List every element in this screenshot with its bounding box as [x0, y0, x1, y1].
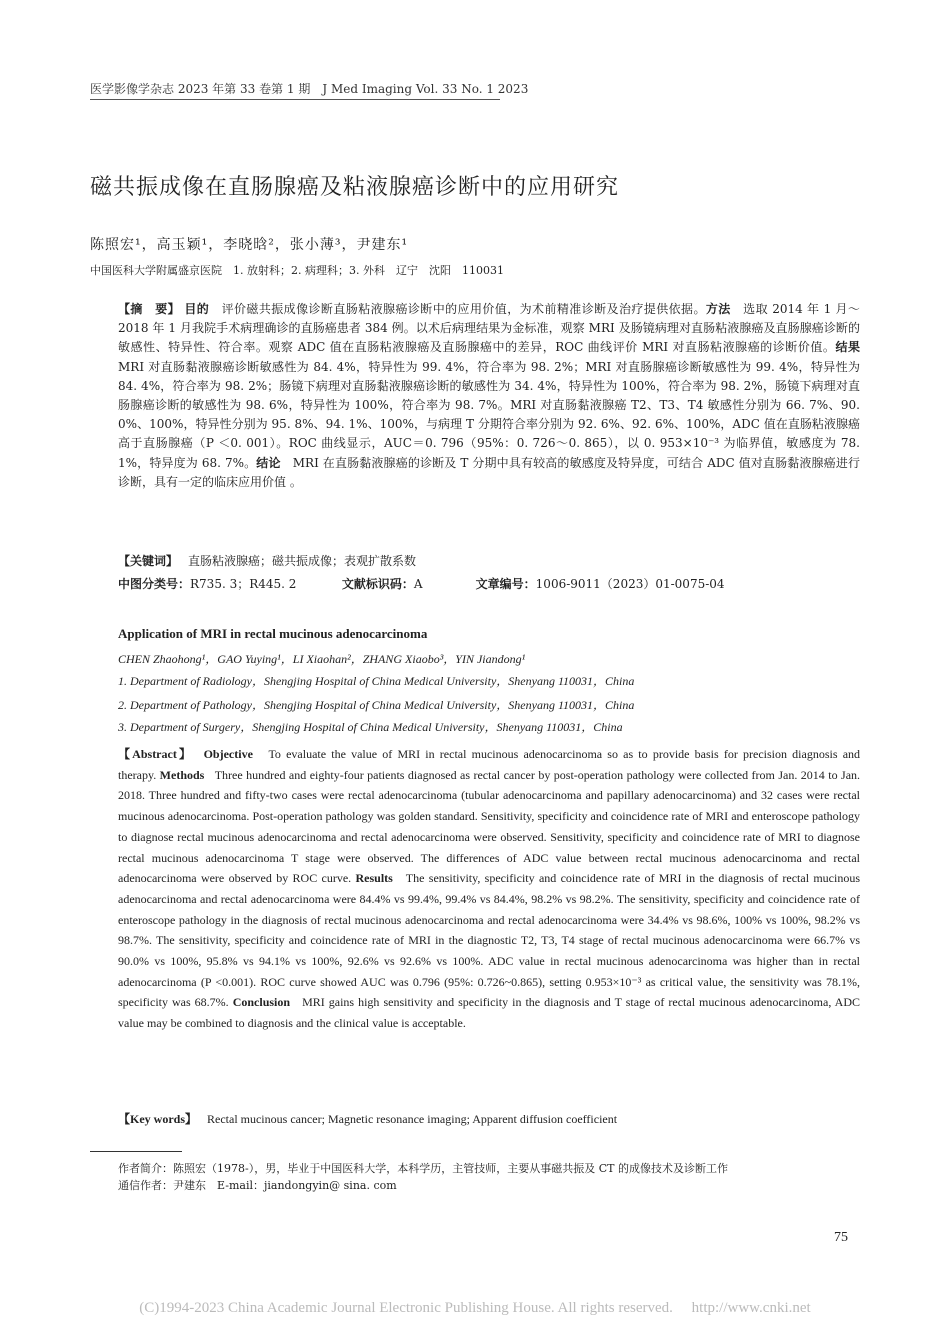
keywords-cn [118, 552, 860, 571]
en-title: Application of MRI in rectal mucinous adenocarcinoma [118, 626, 428, 641]
keywords-en-text: Rectal mucinous cancer; Magnetic resonance imaging; Apparent diffusion coefficient [207, 1112, 618, 1126]
objective-cn: 评价磁共振成像诊断直肠粘液腺癌诊断中的应用价值，为术前精准诊断及治疗提供依据。 [221, 302, 706, 316]
en-affiliation-1: 1. Department of Radiology，Shengjing Hospital of China Medical University，Shenyang 110031，China [118, 674, 635, 688]
results-cn: MRI 对直肠黏液腺癌诊断敏感性为 84. 4%，特异性为 99. 4%，符合率为 98. 2%；MRI 对直肠腺癌诊断敏感性为 99. 4%，特异性为 84. 4%，符合率为 98. 2%；肠镜下病理对直肠黏液腺癌诊断的敏感性为 34. 4%，特异性为 100%，符合率为 98. 2%，肠镜下病理对直肠腺癌诊断的敏感性为 98. 6%，特异性为 100%，符合率为 98. 7%。MRI 对直肠黏液腺癌 T2、T3、T4 敏感性分别为 66. 7%、90. 0%、100%，特异性分别为 95. 8%、94. 1%、100%，与病理 T 分期符合率分别为 92. 6%、92. 6%、100%，ADC 值在直肠粘液腺癌高于直肠腺癌（P ＜0. 001）。ROC 曲线显示，AUC＝0. 796（95%：0. 726～0. 865），以 0. 953×10⁻³ 为临界值，敏感度为 78. 1%，特异度为 68. 7%。 [118, 359, 860, 470]
methods-cn: 选取 2014 年 1 月～2018 年 1 月我院手术病理确诊的直肠癌患者 384 例。以术后病理结果为金标准，观察 MRI 及肠镜病理对直肠粘液腺癌及直肠腺癌诊断的敏感性、特异性、符合率。观察 ADC 值在直肠粘液腺癌及直肠腺癌中的差异，ROC 曲线评价 MRI 对直肠粘液腺癌的诊断价值。 [118, 302, 860, 355]
author-intro: 作者简介：陈照宏（1978-），男，毕业于中国医科大学，本科学历，主管技师，主要从事磁共振及 CT 的成像技术及诊断工作 [118, 1162, 728, 1175]
en-affiliation-3: 3. Department of Surgery，Shengjing Hospital of China Medical University，Shenyang 110031，China [118, 720, 623, 734]
article-code: 文章编号：1006-9011（2023）01-0075-04 [475, 577, 725, 591]
keywords-en [118, 1110, 617, 1127]
en-affiliation-2: 2. Department of Pathology，Shengjing Hospital of China Medical University，Shenyang 110031，China [118, 698, 635, 712]
en-authors: CHEN Zhaohong¹，GAO Yuying¹，LI Xiaohan²，ZHANG Xiaobo³，YIN Jiandong¹ [118, 652, 526, 666]
page-number: 75 [834, 1230, 848, 1245]
keywords-en-label: 【Key words】 [118, 1112, 197, 1126]
header-rule [90, 99, 500, 100]
doc-code: 文献标识码：A [341, 577, 423, 591]
paper-title: 磁共振成像在直肠腺癌及粘液腺癌诊断中的应用研究 [90, 175, 620, 200]
classification-row [118, 575, 860, 594]
methods-label-cn: 方法 [705, 302, 731, 316]
footnote-rule [90, 1151, 182, 1152]
abstract-cn [118, 300, 860, 492]
results-label-en: Results [355, 871, 393, 886]
conclusion-label-en: Conclusion [232, 995, 291, 1010]
journal-header: 医学影像学杂志 2023 年第 33 卷第 1 期 J Med Imaging Vol. 33 No. 1 2023 [90, 82, 529, 96]
affiliation-cn: 中国医科大学附属盛京医院 1. 放射科；2. 病理科；3. 外科 辽宁 沈阳 110031 [90, 264, 504, 277]
objective-label-en: Objective [203, 747, 253, 761]
methods-en: Three hundred and eighty-four patients diagnosed as rectal cancer by post-operation pathology were collected from Jan. 2014 to Jan. 2018. Three hundred and fifty-two cases were rectal adenocarcinoma (tubular adenocarcinoma and papillary adenocarcinoma) and 32 cases were rectal mucinous adenocarcinoma. Post-operation pathology was golden standard. Sensitivity, specificity and coincidence rate of MRI and enteroscope pathology to diagnose rectal mucinous adenocarcinoma and rectal adenocarcinoma were observed. Sensitivity, specificity and coincidence rate of MRI to diagnose rectal mucinous adenocarcinoma T stage were observed. The differences of ADC value between rectal mucinous adenocarcinoma and rectal adenocarcinoma were observed by ROC curve. [118, 767, 861, 886]
conclusion-en: MRI gains high sensitivity and specificity in the diagnosis and T stage of rectal mucinous adenocarcinoma, ADC value may be combined to diagnosis and the clinical value is acceptable. [118, 995, 861, 1031]
methods-label-en: Methods [159, 767, 205, 782]
copyright-watermark: (C)1994-2023 China Academic Journal Electronic Publishing House. All rights reserved. http://www.cnki.net [139, 1300, 811, 1316]
conclusion-cn: MRI 在直肠黏液腺癌的诊断及 T 分期中具有较高的敏感度及特异度，可结合 ADC 值对直肠黏液腺癌进行诊断，具有一定的临床应用价值 。 [118, 455, 860, 489]
objective-en: To evaluate the value of MRI in rectal mucinous adenocarcinoma so as to provide basis for precision diagnosis and therapy. [118, 747, 861, 782]
objective-label-cn: 目的 [184, 302, 210, 316]
abstract-en-label: 【Abstract】 [118, 747, 194, 761]
conclusion-label-cn: 结论 [256, 455, 281, 470]
correspondence: 通信作者：尹建东 E-mail：jiandongyin@ sina. com [118, 1179, 397, 1192]
abstract-en [118, 744, 860, 1034]
keywords-cn-label: 【关键词】 [118, 554, 179, 568]
results-label-cn: 结果 [835, 340, 860, 355]
authors-cn: 陈照宏¹，高玉颖¹，李晓晗²，张小薄³，尹建东¹ [90, 237, 409, 253]
clc-code: 中图分类号：R735. 3；R445. 2 [118, 577, 297, 591]
keywords-cn-text: 直肠粘液腺癌；磁共振成像；表观扩散系数 [188, 554, 417, 568]
results-en: The sensitivity, specificity and coincidence rate of MRI in the diagnosis of rectal mucinous adenocarcinoma and rectal adenocarcinoma were 84.4% vs 99.4%, 99.4% vs 84.4%, 98.2% vs 98.2%. The sensitivity, specificity and coincidence rate of enteroscope pathology in the diagnosis of rectal mucinous adenocarcinoma and rectal adenocarcinoma were 34.4% vs 98.6%, 100% vs 100%, 98.2% vs 98.7%. The sensitivity, specificity and coincidence rate of MRI in the diagnostic T2, T3, T4 stage of rectal mucinous adenocarcinoma were 66.7% vs 90.0% vs 100%, 95.8% vs 94.1% vs 100%, 92.6% vs 92.6% vs 100%. ADC value in rectal mucinous adenocarcinoma was higher than in rectal adenocarcinoma (P <0.001). ROC curve showed AUC was 0.796 (95%: 0.726~0.865), setting 0.953×10⁻³ as critical value, the sensitivity was 78.1%, specificity was 68.7%. [118, 871, 861, 1010]
abstract-cn-label: 【摘 要】 [118, 302, 181, 316]
